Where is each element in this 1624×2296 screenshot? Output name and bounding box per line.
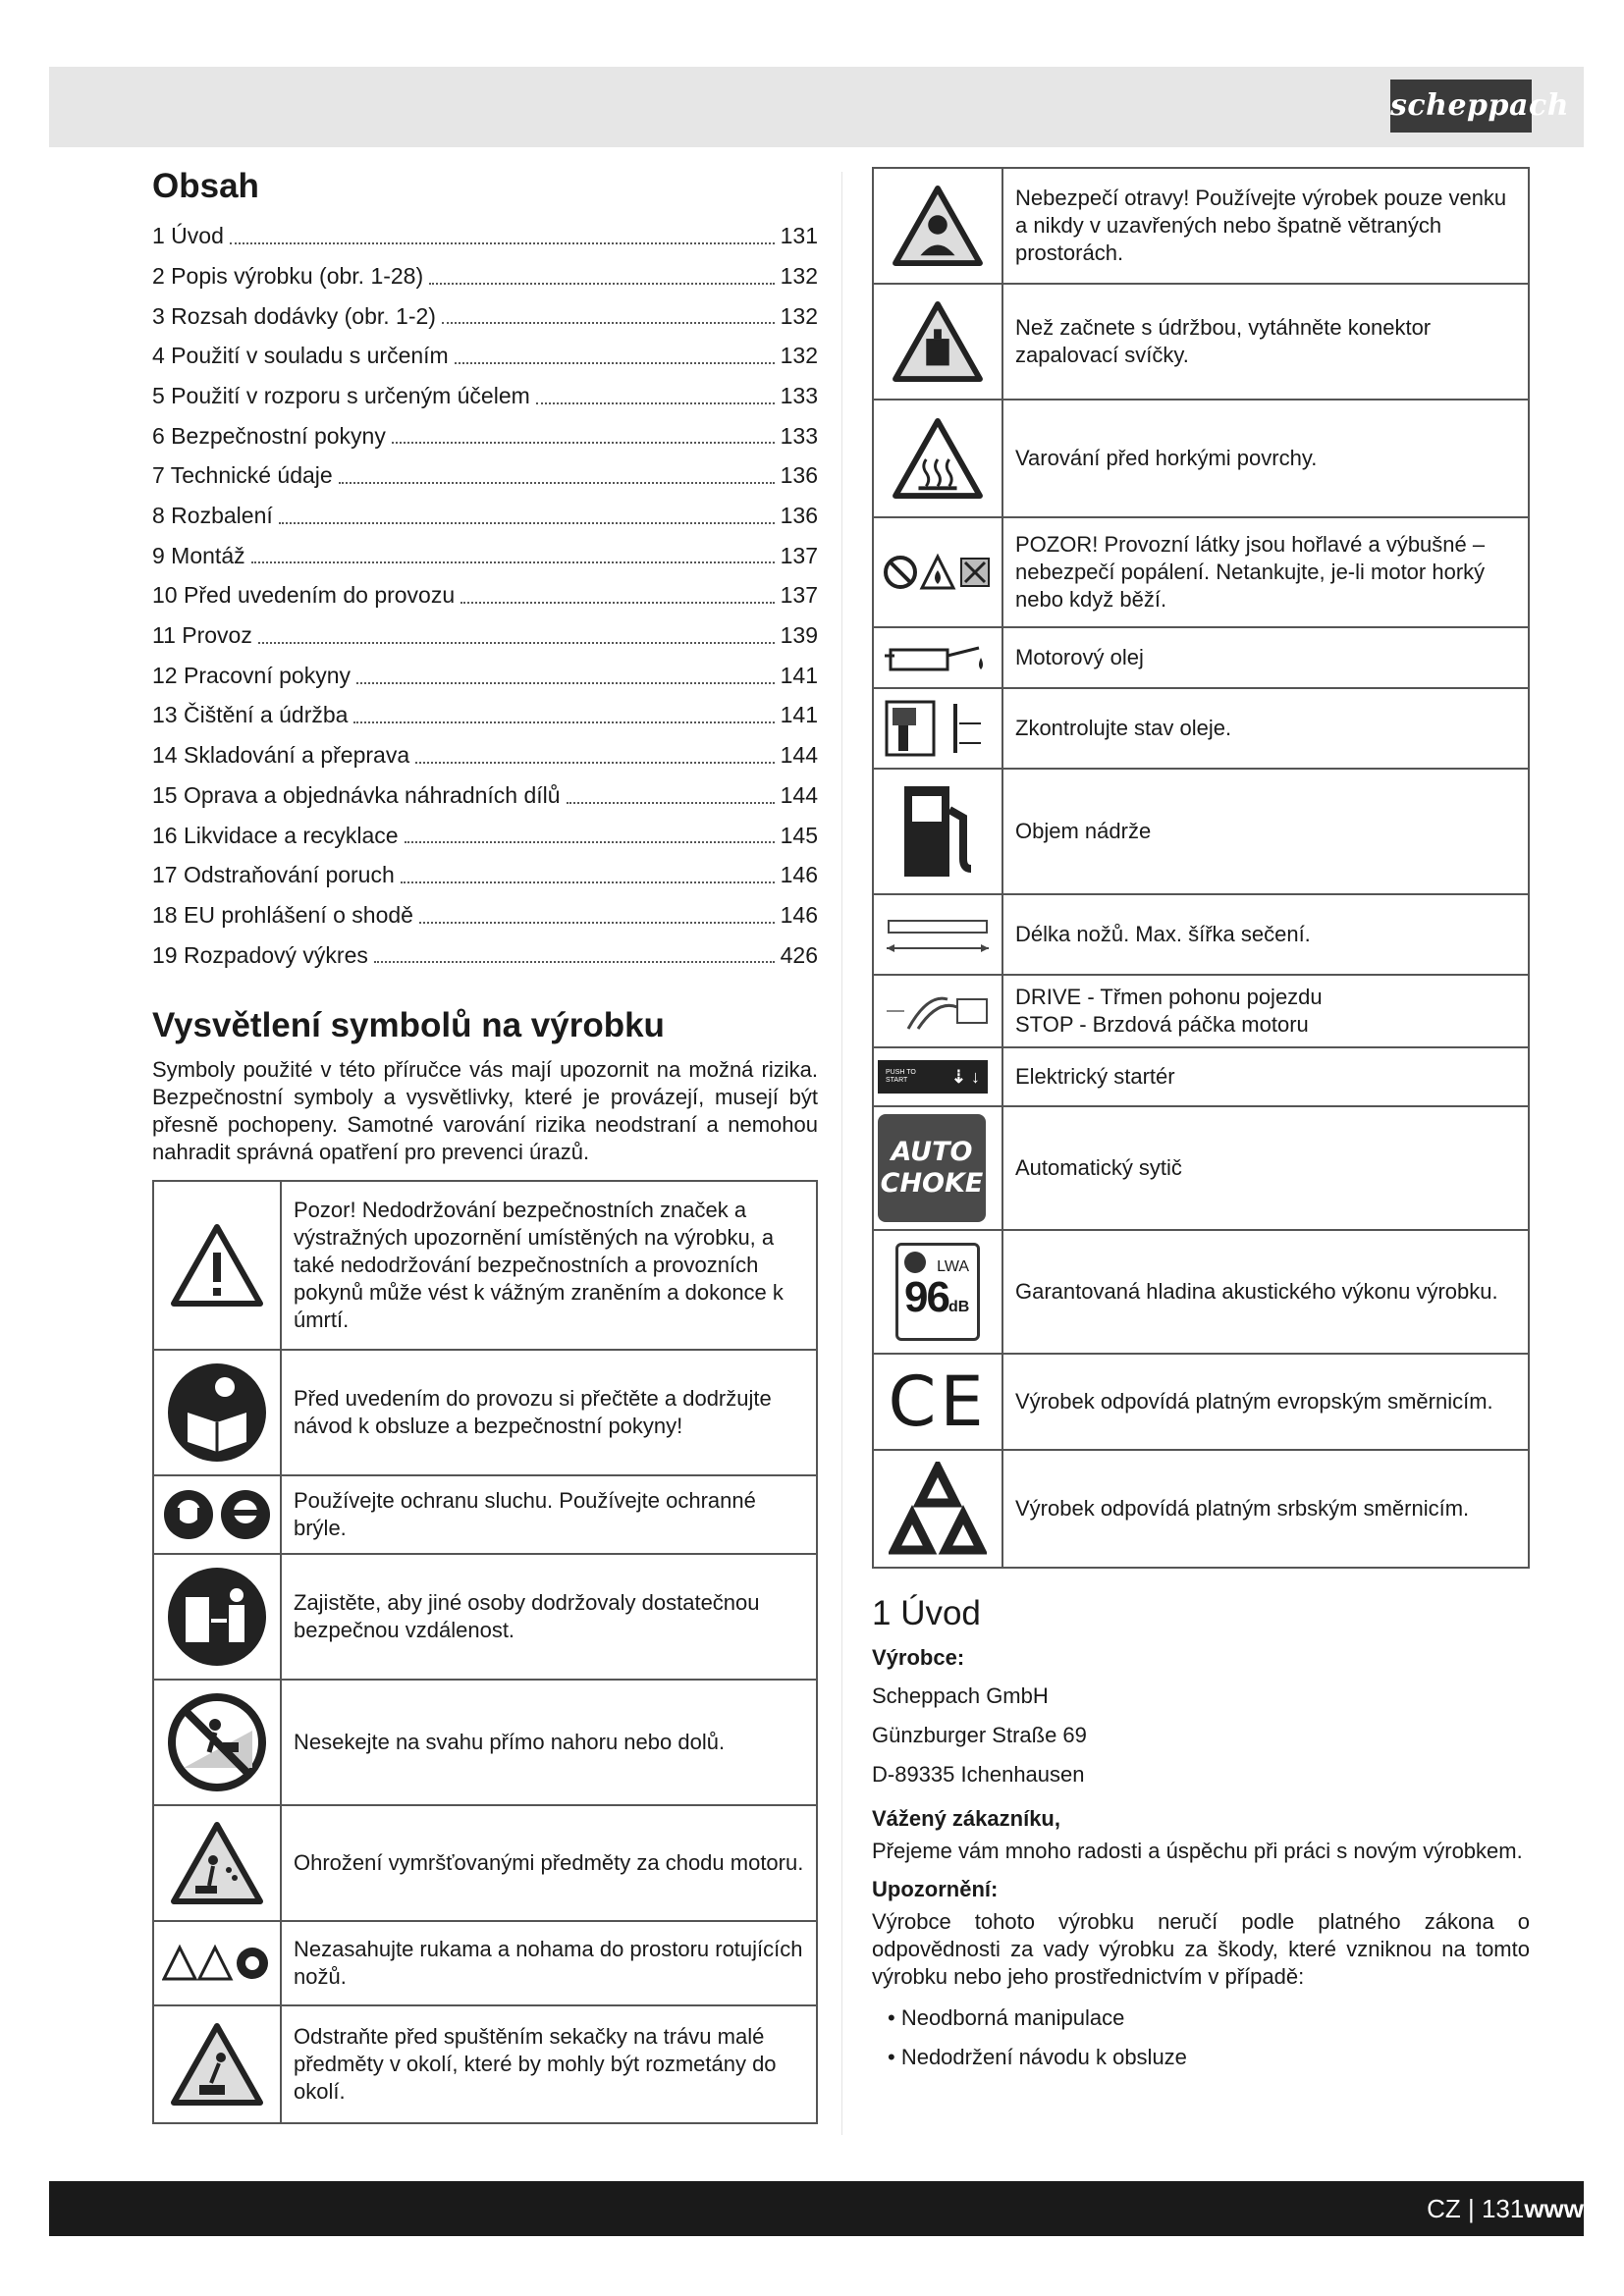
thrown-objects-icon	[170, 1821, 264, 1905]
motor-oil-icon	[883, 638, 993, 677]
symbol-text: Výrobek odpovídá platným srbským směrnicím.	[1002, 1450, 1529, 1568]
symbol-row	[873, 1230, 1529, 1354]
toc-item-page: 132	[780, 302, 818, 329]
toc-item-title: 8 Rozbalení	[152, 503, 273, 529]
symbol-row	[153, 1680, 817, 1805]
hot-surface-icon	[892, 417, 984, 500]
toc-dot-leader	[405, 841, 775, 843]
read-manual-icon	[166, 1362, 268, 1464]
toc-item[interactable]	[152, 536, 818, 576]
toc-item[interactable]	[152, 216, 818, 256]
serbian-conformity-icon	[889, 1462, 987, 1556]
toc-dot-leader	[374, 961, 775, 963]
toc-item-title: 9 Montáž	[152, 542, 245, 568]
symbol-text: Objem nádrže	[1002, 769, 1529, 894]
toc-item-title: 11 Provoz	[152, 622, 252, 649]
toc-item[interactable]	[152, 615, 818, 656]
symbol-text: Než začnete s údržbou, vytáhněte konektor zapalovací svíčky.	[1002, 284, 1529, 400]
symbol-row	[873, 168, 1529, 284]
symbol-text: Před uvedením do provozu si přečtěte a dodržujte návod k obsluze a bezpečnostní pokyny!	[281, 1350, 817, 1475]
toc-item-title: 4 Použití v souladu s určením	[152, 343, 449, 369]
toc-dot-leader	[401, 881, 775, 883]
symbol-text: Garantovaná hladina akustického výkonu výrobku.	[1002, 1230, 1529, 1354]
ce-mark-icon: CE	[888, 1362, 988, 1442]
left-column	[152, 167, 818, 2124]
toc-item-page: 145	[780, 822, 818, 848]
symbol-row	[873, 1106, 1529, 1230]
address-line: Scheppach GmbH	[872, 1683, 1049, 1708]
toc-item-title: 10 Před uvedením do provozu	[152, 582, 456, 609]
symbols-intro: Symboly použité v této příručce vás mají upozornit na možná rizika. Bezpečnostní symboly a vysvětlivky, které je provázejí, musejí být přesně pochopeny. Samotné varování rizika neodstraní a nemohou nahradit správná opatření pro prevenci úrazů.	[152, 1056, 818, 1164]
toc-item[interactable]	[152, 656, 818, 696]
toc-item-page: 137	[780, 582, 818, 609]
toc-dot-leader	[258, 642, 775, 644]
symbol-text: Výrobek odpovídá platným evropským směrnicím.	[1002, 1354, 1529, 1450]
toc-item-page: 139	[780, 622, 818, 649]
symbol-text: Pozor! Nedodržování bezpečnostních značek a výstražných upozornění umístěných na výrobku, a také nedodržování bezpečnostních a provozních pokynů může vést k vážným zraněním a dokonce k úmrtí.	[281, 1181, 817, 1350]
manufacturer-label: Výrobce:	[872, 1645, 965, 1670]
auto-choke-icon: AUTO CHOKE	[878, 1114, 986, 1222]
toc-item-title: 19 Rozpadový výkres	[152, 941, 368, 968]
drive-stop-lever-icon	[879, 986, 997, 1037]
no-slope-mowing-icon	[166, 1691, 268, 1793]
toc-item-page: 132	[780, 343, 818, 369]
address-line: Günzburger Straße 69	[872, 1723, 1087, 1747]
toc-item[interactable]	[152, 296, 818, 337]
toc-item[interactable]	[152, 496, 818, 536]
toc-dot-leader	[455, 362, 775, 364]
list-item: • Neodborná manipulace	[888, 1999, 1530, 2038]
list-item: • Nedodržení návodu k obsluze	[888, 2038, 1530, 2077]
toc-item[interactable]	[152, 935, 818, 976]
symbol-row	[153, 1554, 817, 1680]
toc-item[interactable]	[152, 575, 818, 615]
hearing-eye-protection-icon	[162, 1488, 272, 1541]
toc-item-page: 144	[780, 742, 818, 769]
electric-starter-icon: PUSH TO START ⇣ ↓	[878, 1060, 988, 1094]
toc-item-title: 16 Likvidace a recyklace	[152, 822, 399, 848]
toc-item[interactable]	[152, 376, 818, 416]
symbol-text: Délka nožů. Max. šířka sečení.	[1002, 894, 1529, 975]
symbol-text	[1002, 975, 1529, 1047]
toc-dot-leader	[429, 283, 774, 285]
toc-item-title: 1 Úvod	[152, 223, 224, 249]
symbol-text: Automatický sytič	[1002, 1106, 1529, 1230]
symbol-text: Varování před horkými povrchy.	[1002, 400, 1529, 517]
symbol-row	[873, 1354, 1529, 1450]
table-of-contents	[152, 216, 818, 975]
toc-item-page: 426	[780, 941, 818, 968]
spark-plug-warning-icon	[892, 300, 984, 383]
toc-item[interactable]	[152, 775, 818, 816]
symbol-text: Nezasahujte rukama a nohama do prostoru rotujících nožů.	[281, 1921, 817, 2005]
address-line: D-89335 Ichenhausen	[872, 1762, 1085, 1787]
symbol-row	[153, 2005, 817, 2123]
page-number: CZ | 131www	[1427, 2194, 1584, 2223]
symbol-row	[153, 1350, 817, 1475]
toc-item-page: 146	[780, 862, 818, 888]
drive-text: DRIVE - Třmen pohonu pojezdu	[1015, 985, 1323, 1009]
intro-title: 1 Úvod	[872, 1594, 981, 1632]
toc-item-title: 5 Použití v rozporu s určeným účelem	[152, 382, 530, 408]
rotating-blades-icon	[162, 1944, 272, 1983]
footer-bar	[49, 2181, 1584, 2236]
scheppach-logo: scheppach	[1390, 80, 1532, 133]
symbol-row	[873, 517, 1529, 627]
remove-objects-icon	[170, 2022, 264, 2107]
flammable-icon	[883, 553, 993, 592]
toc-dot-leader	[392, 442, 775, 444]
symbol-row	[873, 627, 1529, 688]
toc-item-page: 133	[780, 382, 818, 408]
toc-item-title: 7 Technické údaje	[152, 462, 333, 489]
toc-item-title: 15 Oprava a objednávka náhradních dílů	[152, 781, 561, 808]
symbol-text: Nesekejte na svahu přímo nahoru nebo dolů.	[281, 1680, 817, 1805]
dear-customer-label: Vážený zákazníku,	[872, 1806, 1060, 1831]
symbol-text: Zkontrolujte stav oleje.	[1002, 688, 1529, 769]
toc-item-title: 6 Bezpečnostní pokyny	[152, 422, 386, 449]
greeting-text: Přejeme vám mnoho radosti a úspěchu při práci s novým výrobkem.	[872, 1839, 1523, 1863]
toc-item-title: 2 Popis výrobku (obr. 1-28)	[152, 262, 424, 289]
toc-item-title: 12 Pracovní pokyny	[152, 662, 352, 688]
toc-dot-leader	[251, 561, 775, 563]
symbol-text: Elektrický startér	[1002, 1047, 1529, 1106]
toc-dot-leader	[415, 762, 775, 764]
symbols-title: Vysvětlení symbolů na výrobku	[152, 1006, 665, 1045]
symbol-text: Motorový olej	[1002, 627, 1529, 688]
toc-dot-leader	[567, 802, 775, 804]
toc-item-page: 141	[780, 662, 818, 688]
toc-item[interactable]	[152, 416, 818, 456]
symbol-row	[873, 400, 1529, 517]
warning-triangle-icon	[170, 1223, 264, 1308]
symbol-row	[873, 1047, 1529, 1106]
symbol-text: Používejte ochranu sluchu. Používejte ochranné brýle.	[281, 1475, 817, 1554]
toc-item-page: 137	[780, 542, 818, 568]
notice-label: Upozornění:	[872, 1877, 999, 1901]
toc-item-page: 133	[780, 422, 818, 449]
toc-item-page: 136	[780, 462, 818, 489]
toc-item[interactable]	[152, 336, 818, 376]
column-divider	[841, 172, 842, 2135]
notice-text: Výrobce tohoto výrobku neručí podle platného zákona o odpovědnosti za vady výrobku za škody, které vzniknou na tomto výrobku nebo jeho prostřednictvím v případě:	[872, 1909, 1530, 1989]
symbols-table-right	[872, 167, 1530, 1569]
symbol-row	[153, 1921, 817, 2005]
toc-item-title: 17 Odstraňování poruch	[152, 862, 395, 888]
toc-item[interactable]	[152, 455, 818, 496]
toc-dot-leader	[419, 922, 775, 924]
toc-item-page: 132	[780, 262, 818, 289]
symbol-row	[153, 1181, 817, 1350]
manufacturer-address	[872, 1677, 1530, 1794]
toc-item[interactable]	[152, 895, 818, 935]
keep-distance-icon	[166, 1566, 268, 1668]
toc-item-title: 18 EU prohlášení o shodě	[152, 901, 413, 928]
toc-dot-leader	[442, 322, 775, 324]
symbol-row	[873, 975, 1529, 1047]
toc-dot-leader	[353, 721, 774, 723]
stop-text: STOP - Brzdová páčka motoru	[1015, 1012, 1309, 1037]
toc-item[interactable]	[152, 696, 818, 736]
toc-item[interactable]	[152, 735, 818, 775]
symbol-text: Nebezpečí otravy! Používejte výrobek pouze venku a nikdy v uzavřených nebo špatně větraných prostorách.	[1002, 168, 1529, 284]
toc-title: Obsah	[152, 167, 259, 205]
toc-dot-leader	[339, 482, 775, 484]
toc-dot-leader	[230, 242, 775, 244]
symbol-row	[873, 1450, 1529, 1568]
toc-item-title: 3 Rozsah dodávky (obr. 1-2)	[152, 302, 436, 329]
toc-dot-leader	[279, 522, 775, 524]
toc-dot-leader	[536, 402, 775, 404]
symbol-row	[873, 894, 1529, 975]
toc-item[interactable]	[152, 256, 818, 296]
symbol-row	[873, 688, 1529, 769]
check-oil-icon	[883, 696, 993, 761]
poison-gas-icon	[892, 185, 984, 267]
toc-item-title: 14 Skladování a přeprava	[152, 742, 410, 769]
toc-item[interactable]	[152, 855, 818, 895]
symbol-text: Odstraňte před spuštěním sekačky na trávu malé předměty v okolí, které by mohly být rozmetány do okolí.	[281, 2005, 817, 2123]
symbol-text: Ohrožení vymršťovanými předměty za chodu motoru.	[281, 1805, 817, 1921]
sound-power-icon: LWA 96dB	[895, 1243, 980, 1341]
toc-dot-leader	[356, 682, 775, 684]
notice-bullets	[872, 1999, 1530, 2077]
toc-item-page: 131	[780, 223, 818, 249]
fuel-pump-icon	[896, 780, 979, 882]
toc-item-page: 146	[780, 901, 818, 928]
symbol-row	[873, 769, 1529, 894]
toc-dot-leader	[460, 602, 774, 604]
symbol-row	[153, 1805, 817, 1921]
toc-item[interactable]	[152, 816, 818, 856]
symbol-row	[153, 1475, 817, 1554]
toc-item-page: 144	[780, 781, 818, 808]
right-column	[872, 167, 1530, 2077]
symbols-table-left	[152, 1180, 818, 2124]
toc-item-page: 136	[780, 503, 818, 529]
toc-item-page: 141	[780, 702, 818, 728]
symbol-text: POZOR! Provozní látky jsou hořlavé a výbušné – nebezpečí popálení. Netankujte, je-li motor horký nebo když běží.	[1002, 517, 1529, 627]
toc-item-title: 13 Čištění a údržba	[152, 702, 349, 728]
header-bar	[49, 67, 1584, 147]
symbol-text: Zajistěte, aby jiné osoby dodržovaly dostatečnou bezpečnou vzdálenost.	[281, 1554, 817, 1680]
symbol-row	[873, 284, 1529, 400]
blade-length-icon	[879, 907, 997, 962]
